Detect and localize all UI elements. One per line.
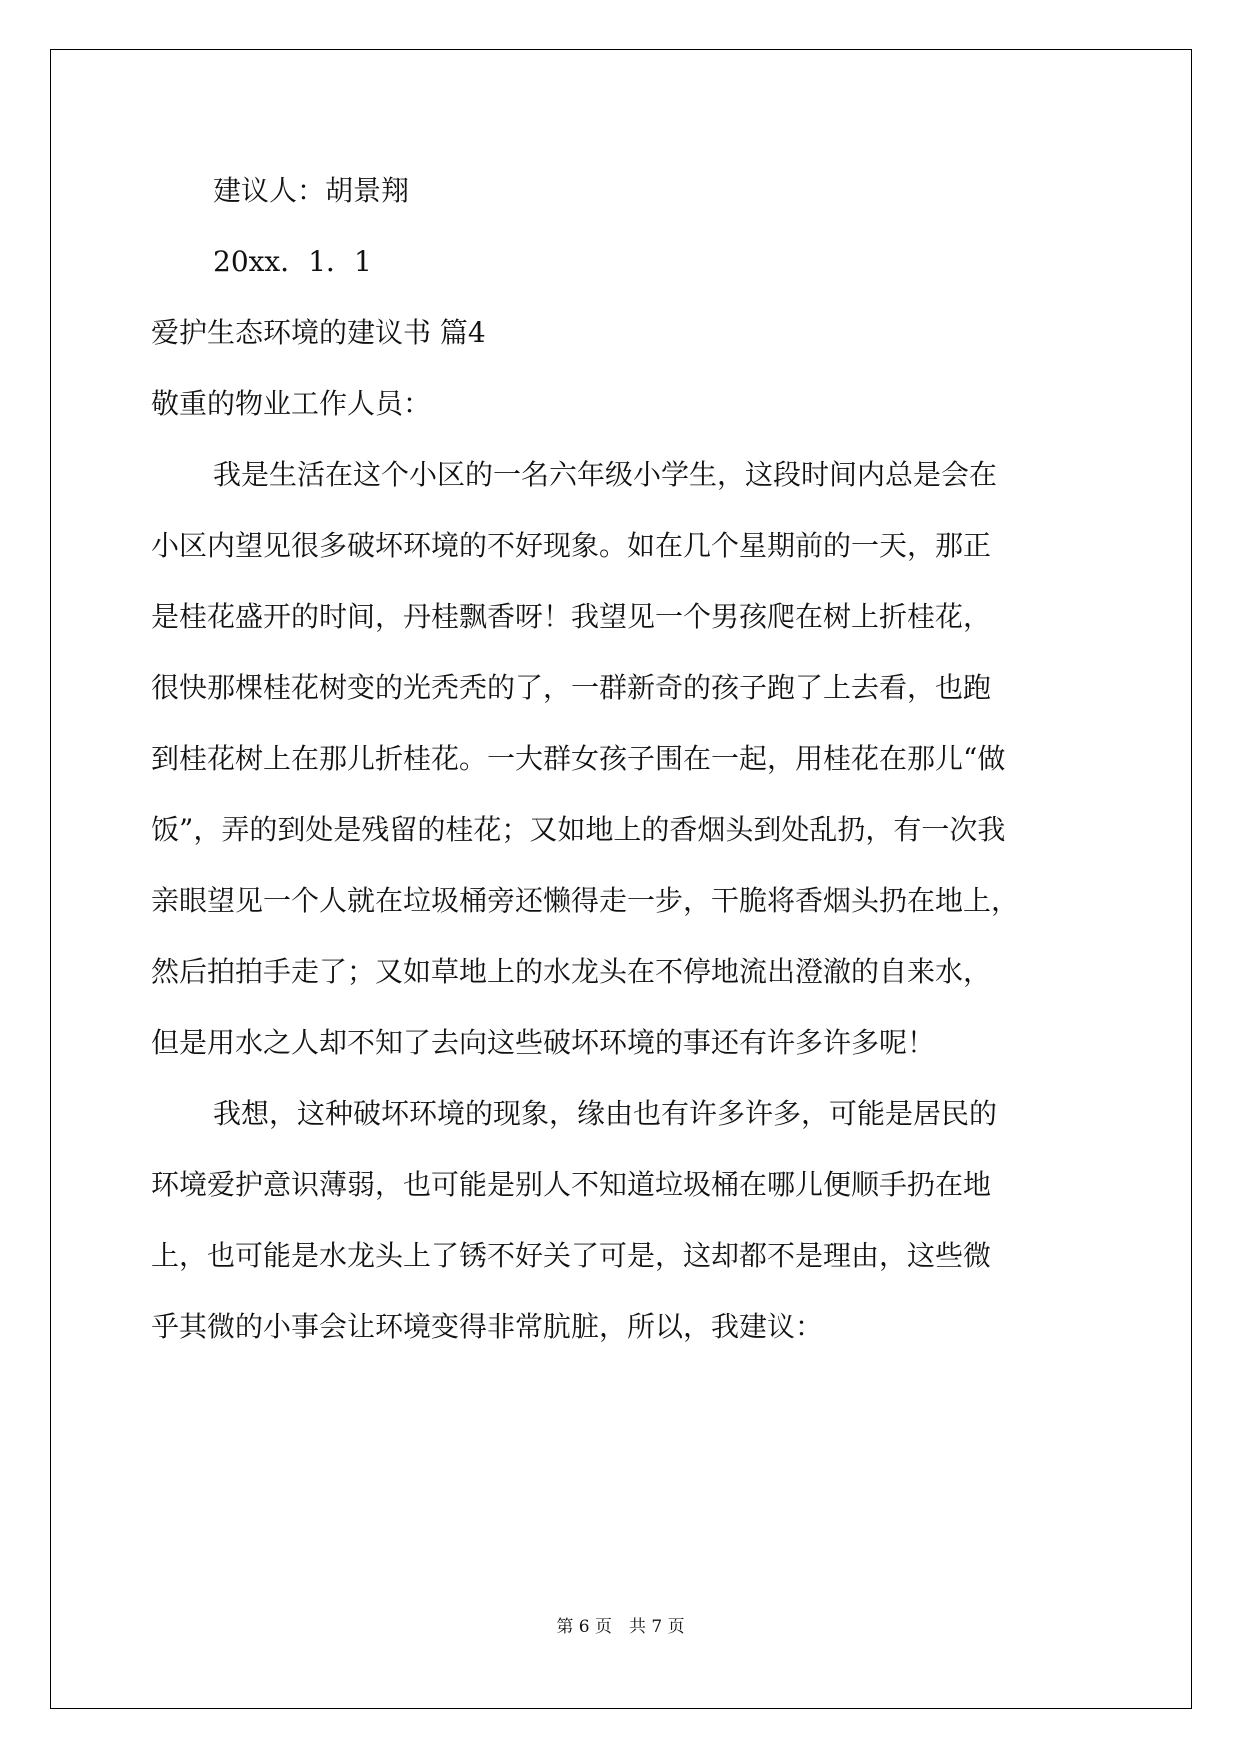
paragraph-1-line-7: 亲眼望见一个人就在垃圾桶旁还懒得走一步，干脆将香烟头扔在地上， xyxy=(151,884,1020,917)
paragraph-1-line-4: 很快那棵桂花树变的光秃秃的了，一群新奇的孩子跑了上去看，也跑 xyxy=(151,671,992,704)
paragraph-1-line-3: 是桂花盛开的时间，丹桂飘香呀！我望见一个男孩爬在树上折桂花， xyxy=(151,600,992,633)
paragraph-1-line-6: 饭”，弄的到处是残留的桂花；又如地上的香烟头到处乱扔，有一次我 xyxy=(151,813,1006,846)
paragraph-2-line-1: 我想，这种破坏环境的现象，缘由也有许多许多，可能是居民的 xyxy=(213,1097,998,1130)
page-border xyxy=(50,49,1192,1709)
page-number-footer: 第 6 页 共 7 页 xyxy=(556,1617,685,1637)
paragraph-1-line-2: 小区内望见很多破坏环境的不好现象。如在几个星期前的一天，那正 xyxy=(151,529,992,562)
paragraph-1-line-8: 然后拍拍手走了；又如草地上的水龙头在不停地流出澄澈的自来水， xyxy=(151,955,992,988)
paragraph-1-line-9: 但是用水之人却不知了去向这些破坏环境的事还有许多许多呢！ xyxy=(151,1026,936,1059)
salutation: 敬重的物业工作人员： xyxy=(151,387,432,420)
paragraph-1-line-1: 我是生活在这个小区的一名六年级小学生，这段时间内总是会在 xyxy=(213,458,998,491)
paragraph-2-line-2: 环境爱护意识薄弱，也可能是别人不知道垃圾桶在哪儿便顺手扔在地 xyxy=(151,1168,992,1201)
section-heading: 爱护生态环境的建议书 篇4 xyxy=(151,316,486,349)
date-line: 20xx．1．1 xyxy=(213,245,372,278)
paragraph-2-line-3: 上，也可能是水龙头上了锈不好关了可是，这却都不是理由，这些微 xyxy=(151,1239,992,1272)
paragraph-1-line-5: 到桂花树上在那儿折桂花。一大群女孩子围在一起，用桂花在那儿“做 xyxy=(151,742,1006,775)
proposer-line: 建议人：胡景翔 xyxy=(213,174,410,207)
paragraph-2-line-4: 乎其微的小事会让环境变得非常肮脏，所以，我建议： xyxy=(151,1310,824,1343)
